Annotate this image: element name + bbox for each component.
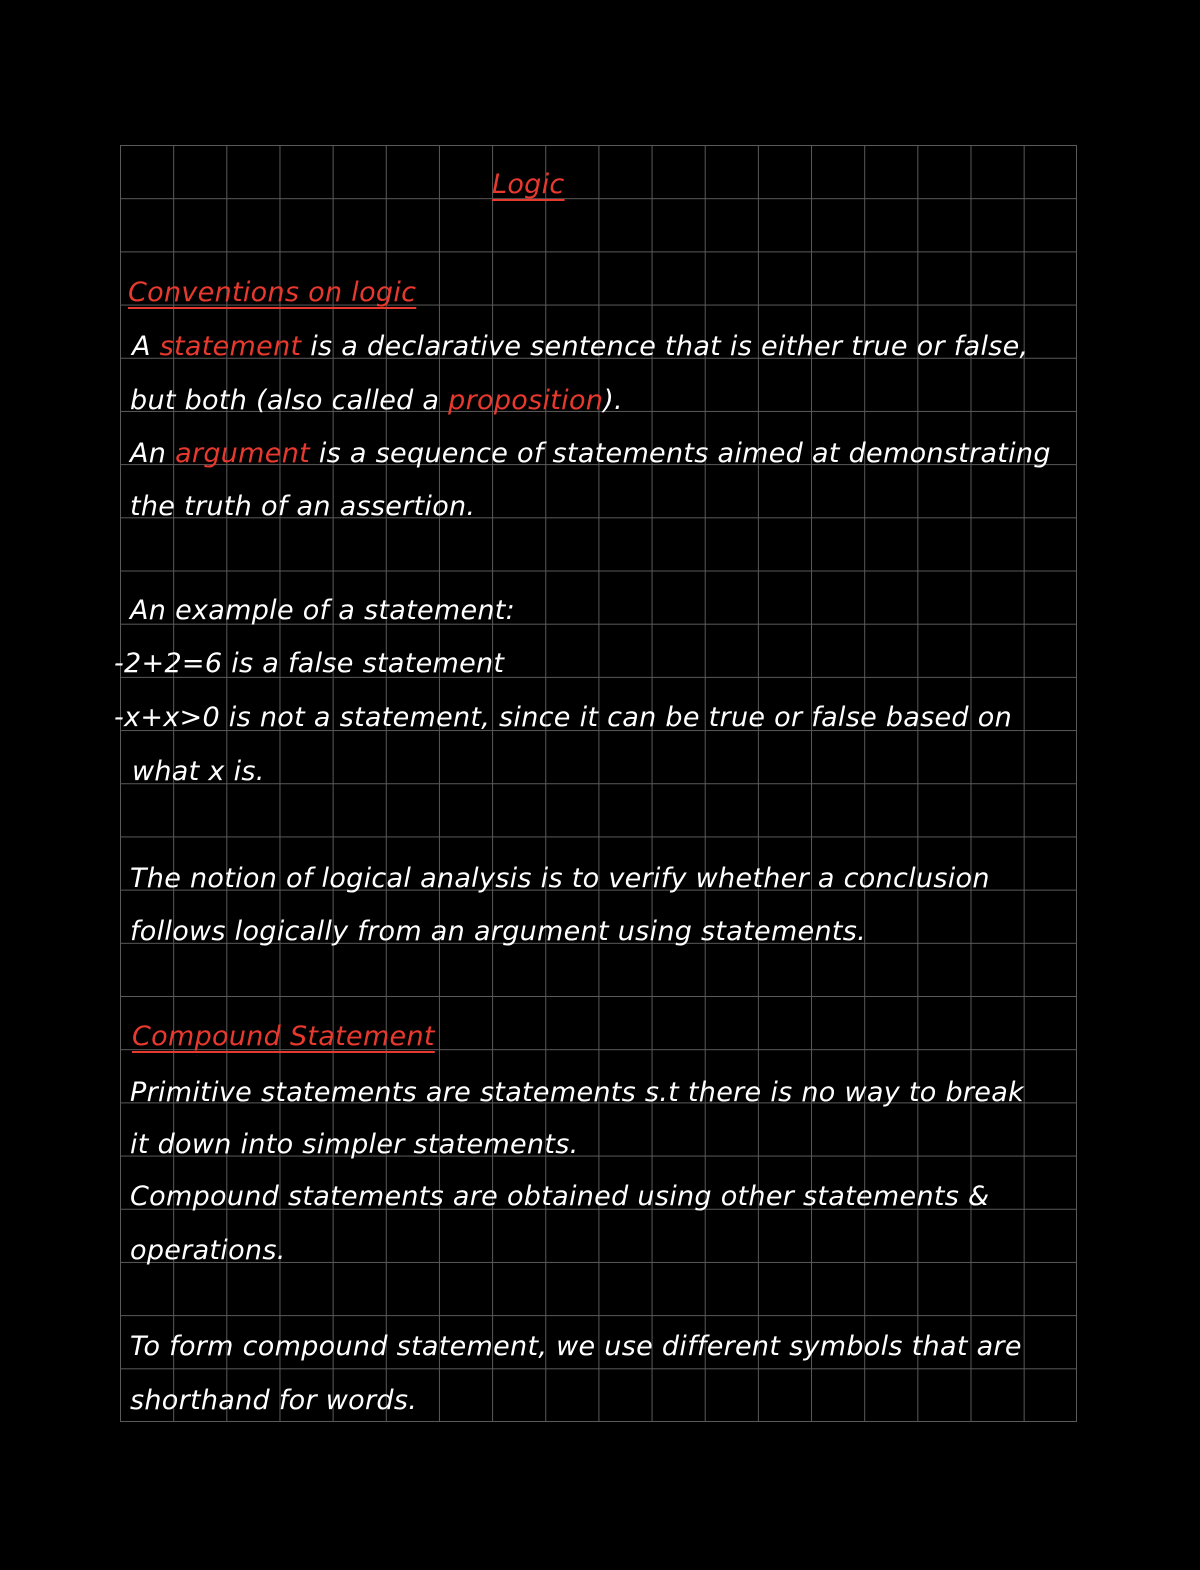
text-line: what x is. [132, 756, 265, 787]
text-line: but both (also called a proposition). [130, 385, 623, 416]
text-line: shorthand for words. [130, 1385, 418, 1416]
term-statement: statement [159, 331, 302, 362]
text-line: The notion of logical analysis is to verify whether a conclusion [130, 863, 990, 894]
section-heading-conventions: Conventions on logic [128, 277, 417, 308]
text-line: An argument is a sequence of statements aimed at demonstrating [130, 438, 1051, 469]
term-proposition: proposition [448, 385, 604, 416]
text-line: A statement is a declarative sentence that is either true or false, [132, 331, 1029, 362]
page-title: Logic [492, 169, 565, 200]
text-line: Primitive statements are statements s.t there is no way to break [130, 1077, 1024, 1108]
text-line: the truth of an assertion. [130, 491, 476, 522]
section-heading-compound: Compound Statement [132, 1021, 435, 1052]
text-line: Compound statements are obtained using other statements & [130, 1181, 990, 1212]
text-line: operations. [130, 1235, 286, 1266]
term-argument: argument [175, 438, 310, 469]
text-line: To form compound statement, we use different symbols that are [130, 1331, 1022, 1362]
text-line: An example of a statement: [130, 595, 516, 626]
text-line: follows logically from an argument using statements. [130, 916, 867, 947]
example-item: -x+x>0 is not a statement, since it can be true or false based on [114, 702, 1012, 733]
example-item: -2+2=6 is a false statement [114, 648, 505, 679]
text-line: it down into simpler statements. [130, 1129, 579, 1160]
